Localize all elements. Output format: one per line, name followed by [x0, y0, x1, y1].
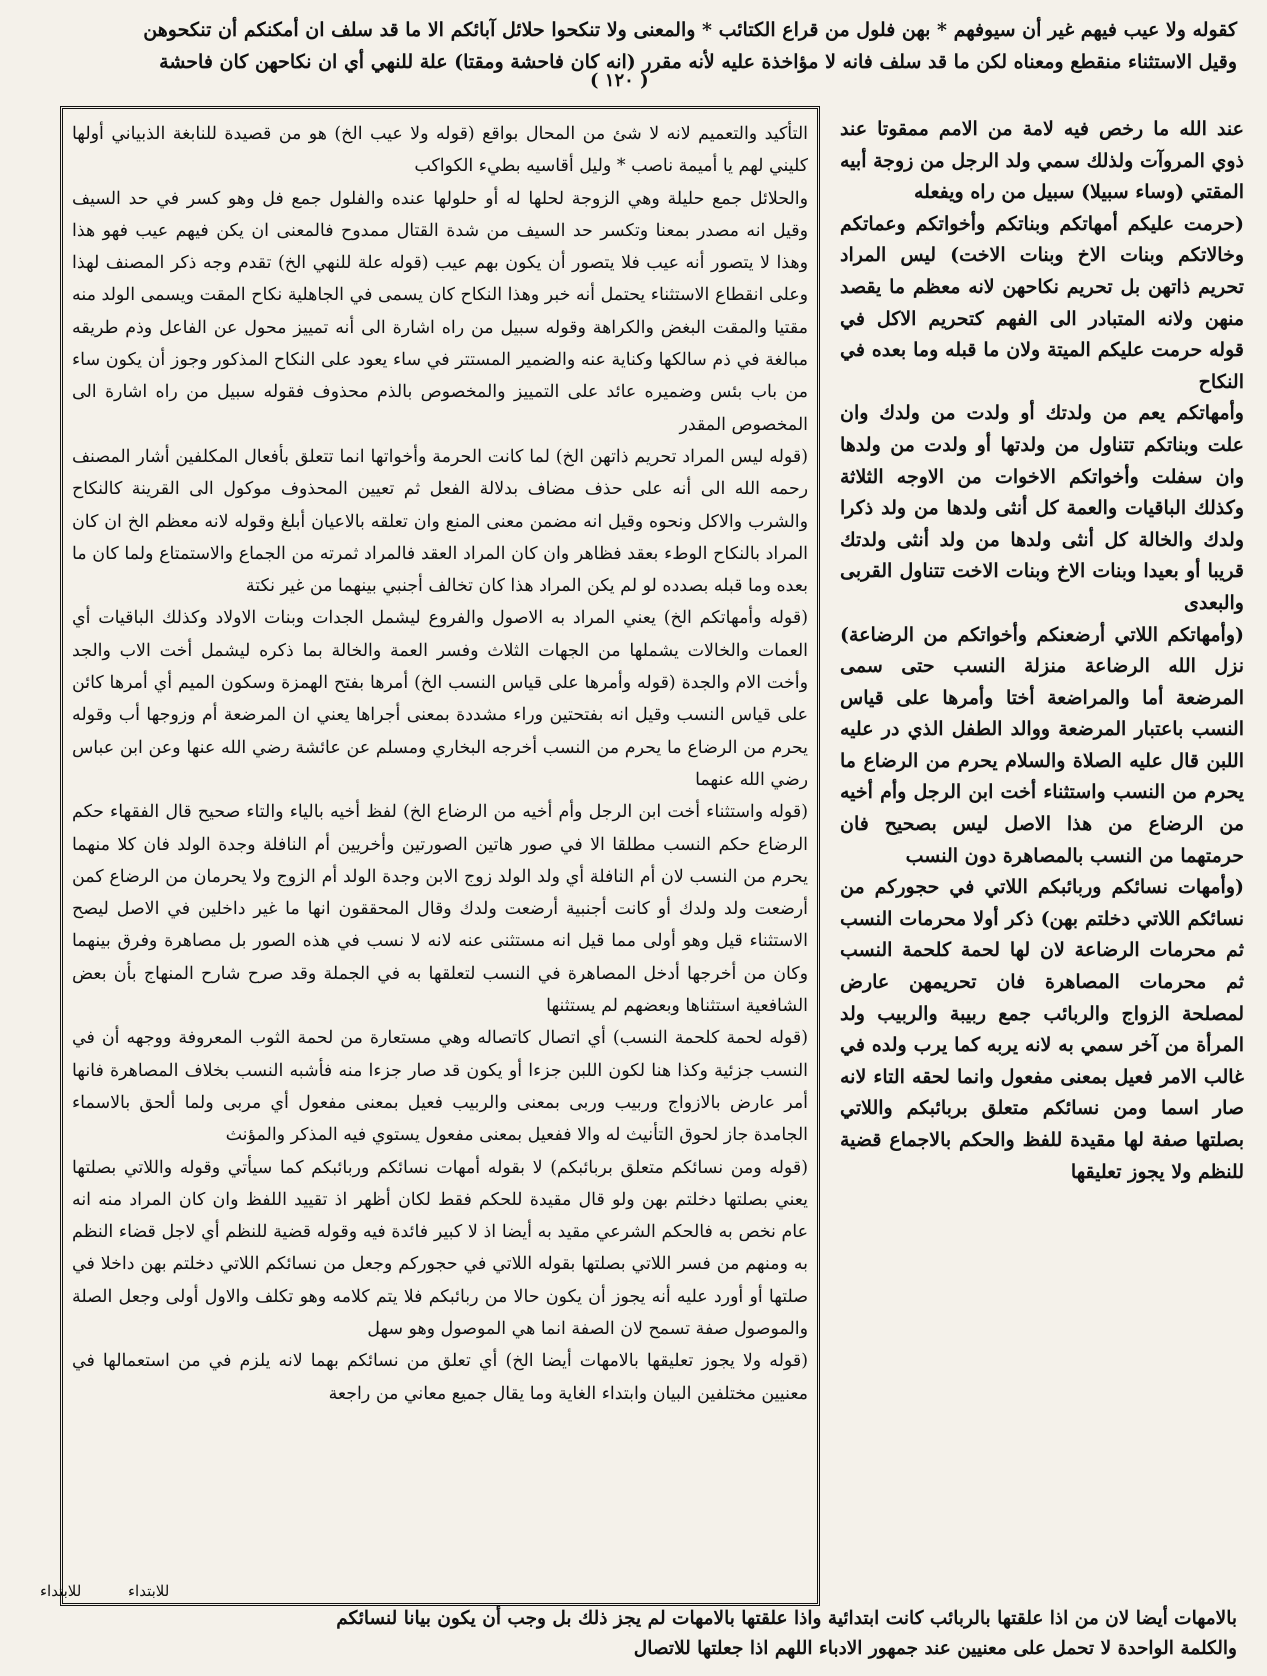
commentary-paragraph: (قوله لحمة كلحمة النسب) أي اتصال كاتصاله وهي مستعارة من لحمة الثوب المعروفة ووجهه أن في النسب جزئية وكذا هنا لكون اللبن جزءا أو يكون قد صار جزءا منه فأشبه النسب بخلاف المصاهرة فانها أمر عارض بالازواج وربيب وربى بمعنى والربيب فعيل بمعنى مفعول أي مربى ولما ألحق بالاسماء الجامدة جاز لحوق التأنيث له والا ففعيل بمعنى مفعول يستوي فيه المذكر والمؤنث: [72, 1028, 808, 1146]
main-text-line: وقيل الاستثناء منقطع ومعناه لكن ما قد سلف فانه لا مؤاخذة عليه لأنه مقرر (انه كان فاحشة ومقتا) علة للنهي أي ان نكاحهن كان فاحشة: [159, 51, 1237, 73]
main-text-column: [840, 114, 1244, 1594]
main-text-bottom: [30, 1604, 1237, 1664]
margin-label: للابتداء: [40, 1582, 82, 1600]
commentary-paragraph: والحلائل جمع حليلة وهي الزوجة لحلها له أو حلولها عنده والفلول جمع فل وهو كسر في حد السيف وقيل انه مصدر بمعنا وتكسر حد السيف من شدة القتال ممدوح فالمعنى ان يكن فيهم عيب فهو هذا وهذا لا يتصور أنه عيب فلا يتصور أن يكون بهم عيب (قوله علة للنهي الخ) تقدم وجه ذكر المصنف لهذا وعلى انقطاع الاستثناء يحتمل أنه خبر وهذا النكاح كان يسمى في الجاهلية نكاح المقت ويسمى الولد منه مقتيا والمقت البغض والكراهة وقوله سبيل من راه اشارة الى أنه تمييز محول عن الفاعل وذم طريقه مبالغة في ذم سالكها وكناية عنه والضمير المستتر في ساء يعود على النكاح المذكور وجوز أن يكون ساء من باب بئس وضميره عائد على التمييز والمخصوص بالذم محذوف فقوله سبيل من راه اشارة الى المخصوص المقدر: [72, 188, 808, 435]
commentary-paragraph: (قوله وأمهاتكم الخ) يعني المراد به الاصول والفروع ليشمل الجدات وبنات الاولاد وكذلك الباقيات أي العمات والخالات يشملها من الجهات الثلاث وفسر العمة والخالة بما ذكره ليشمل أخت الاب والجد وأخت الام والجدة (قوله وأمرها على قياس النسب الخ) أمرها بفتح الهمزة وسكون الميم أي أمرها كائن على قياس النسب وقيل انه بفتحتين وراء مشددة بمعنى أجراها يعني ان المرضعة أم وزوجها أب وقوله يحرم من الرضاع ما يحرم من النسب أخرجه البخاري ومسلم عن عائشة رضي الله عنها وعن ابن عباس رضي الله عنهما: [72, 608, 808, 790]
commentary-paragraph: (قوله ليس المراد تحريم ذاتهن الخ) لما كانت الحرمة وأخواتها انما تتعلق بأفعال المكلفين أشار المصنف رحمه الله الى أنه على حذف مضاف بدلالة الفعل ثم تعيين المحذوف موكول الى القرينة كالنكاح والشرب والاكل ونحوه وقيل انه مضمن معنى المنع وان تعلقه بالاعيان أبلغ وقوله لانه معظم الخ ان كان المراد بالنكاح الوطء بعقد فظاهر وان كان المراد العقد فالمراد ثمرته من الجماع والاستمتاع ولما كان ما بعده وما قبله بصدده لو لم يكن المراد هذا كان تخالف أجنبي بينهما من غير نكتة: [72, 446, 808, 597]
main-text-top: [30, 14, 1237, 78]
commentary-block: [72, 118, 808, 1594]
main-text-paragraph: وأمهاتكم يعم من ولدتك أو ولدت من ولدك وان علت وبناتكم تتناول من ولدتها أو ولدت من ولدها وان سفلت وأخواتكم الاخوات من الاوجه الثلاثة وكذلك الباقيات والعمة كل أنثى ولدها من ولد ذكرا ولدك والخالة كل أنثى ولدها من ولد أنثى ولدتك قريبا أو بعيدا وبنات الاخ وبنات الاخت تتناول القربى والبعدى: [840, 402, 1244, 614]
main-text-paragraph: (وأمهاتكم اللاتي أرضعنكم وأخواتكم من الرضاعة) نزل الله الرضاعة منزلة النسب حتى سمى المرضعة أما والمراضعة أختا وأمرها على قياس النسب باعتبار المرضعة ووالد الطفل الذي در عليه اللبن قال عليه الصلاة والسلام يحرم من الرضاع ما يحرم من النسب واستثناء أخت ابن الرجل وأم أخيه من الرضاع من هذا الاصل ليس بصحيح فان حرمتهما من النسب بالمصاهرة دون النسب: [840, 623, 1244, 867]
main-text-line: بالامهات أيضا لان من اذا علقتها بالربائب كانت ابتدائية واذا علقتها بالامهات لم يجز ذلك بل وجب أن يكون بيانا لنسائكم: [336, 1608, 1237, 1629]
page-number: ( ١٢٠ ): [590, 70, 649, 91]
main-text-paragraph: (حرمت عليكم أمهاتكم وبناتكم وأخواتكم وعماتكم وخالاتكم وبنات الاخ وبنات الاخت) ليس المراد تحريم ذاتهن بل تحريم نكاحهن لانه معظم ما يقصد منهن ولانه المتبادر الى الفهم كتحريم الاكل في قوله حرمت عليكم الميتة ولان ما قبله وما بعده في النكاح: [840, 212, 1244, 393]
main-text-paragraph: (وأمهات نسائكم وربائبكم اللاتي في حجوركم من نسائكم اللاتي دخلتم بهن) ذكر أولا محرمات النسب ثم محرمات الرضاعة لان لها لحمة كلحمة النسب ثم محرمات المصاهرة فان تحريمهن عارض لمصلحة الزواج والربائب جمع ربيبة والربيب ولد المرأة من آخر سمي به لانه يربه كما يرب ولده في غالب الامر فعيل بمعنى مفعول وانما لحقه التاء لانه صار اسما ومن نسائكم متعلق بربائبكم واللاتي بصلتها صفة لها مقيدة للفظ والحكم بالاجماع قضية للنظم ولا يجوز تعليقها: [840, 876, 1244, 1183]
commentary-paragraph: (قوله واستثناء أخت ابن الرجل وأم أخيه من الرضاع الخ) لفظ أخيه بالياء والتاء صحيح قال الفقهاء حكم الرضاع حكم النسب مطلقا الا في صور هاتين الصورتين وأخريين أم النافلة وجدة الولد فان كلا منهما يحرم من النسب لان أم النافلة أي ولد الولد زوج الابن وجدة الولد أم الزوج ولا يحرمان من الرضاع كمن أرضعت ولد ولدك أو كانت أجنبية أرضعت ولدك وقال المحققون انها ما غير داخلين في الاصل ليصح الاستثناء قيل وهو أولى مما قيل انه مستثنى عنه لانه لا نسب في هذه الصور بل مصاهرة وفرق بينهما وكان من أخرجها أدخل المصاهرة في النسب لتعلقها به في الجملة وقد صرح شارح المنهاج بأن بعض الشافعية استثناها وبعضهم لم يستثنها: [72, 802, 808, 1017]
commentary-paragraph: (قوله ولا يجوز تعليقها بالامهات أيضا الخ) أي تعلق من نسائكم بهما لانه يلزم في من استعمالها في معنيين مختلفين البيان وابتداء الغاية وما يقال جميع معاني من راجعة: [72, 1351, 808, 1404]
main-text-line: والكلمة الواحدة لا تحمل على معنيين عند جمهور الادباء اللهم اذا جعلتها للاتصال: [633, 1638, 1237, 1659]
main-text-paragraph: عند الله ما رخص فيه لامة من الامم ممقوتا عند ذوي المروآت ولذلك سمي ولد الرجل من زوجة أبيه المقتي (وساء سبيلا) سبيل من راه ويفعله: [840, 118, 1244, 204]
margin-label: للابتداء: [128, 1582, 170, 1600]
commentary-paragraph: التأكيد والتعميم لانه لا شئ من المحال بواقع (قوله ولا عيب الخ) هو من قصيدة للنابغة الذبياني أولها كليني لهم يا أميمة ناصب * وليل أقاسيه بطيء الكواكب: [72, 124, 808, 177]
main-text-line: كقوله ولا عيب فيهم غير أن سيوفهم * بهن فلول من قراع الكتائب * والمعنى ولا تنكحوا حلائل آبائكم الا ما قد سلف ان أمكنكم أن تنكحوهن: [143, 19, 1237, 41]
commentary-paragraph: (قوله ومن نسائكم متعلق بربائبكم) لا بقوله أمهات نسائكم وربائبكم كما سيأتي وقوله واللاتي بصلتها يعني بصلتها دخلتم بهن ولو قال مقيدة للحكم فقط لكان أظهر اذ تقييد اللفظ وان كان المراد منه انه عام نخص به فالحكم الشرعي مقيد به أيضا اذ لا كبير فائدة فيه وقوله قضية للنظم أي لاجل قضاء النظم به ومنهم من فسر اللاتي بصلتها بقوله اللاتي في حجوركم وجعل من نسائكم اللاتي دخلتم بهن داخلا في صلتها أو أورد عليه أنه يجوز أن يكون حالا من ربائبكم فلا يتم كلامه وهو تكلف والاول أولى وجعل الصلة والموصول صفة تسمح لان الصفة انما هي الموصول وهو سهل: [72, 1157, 808, 1339]
